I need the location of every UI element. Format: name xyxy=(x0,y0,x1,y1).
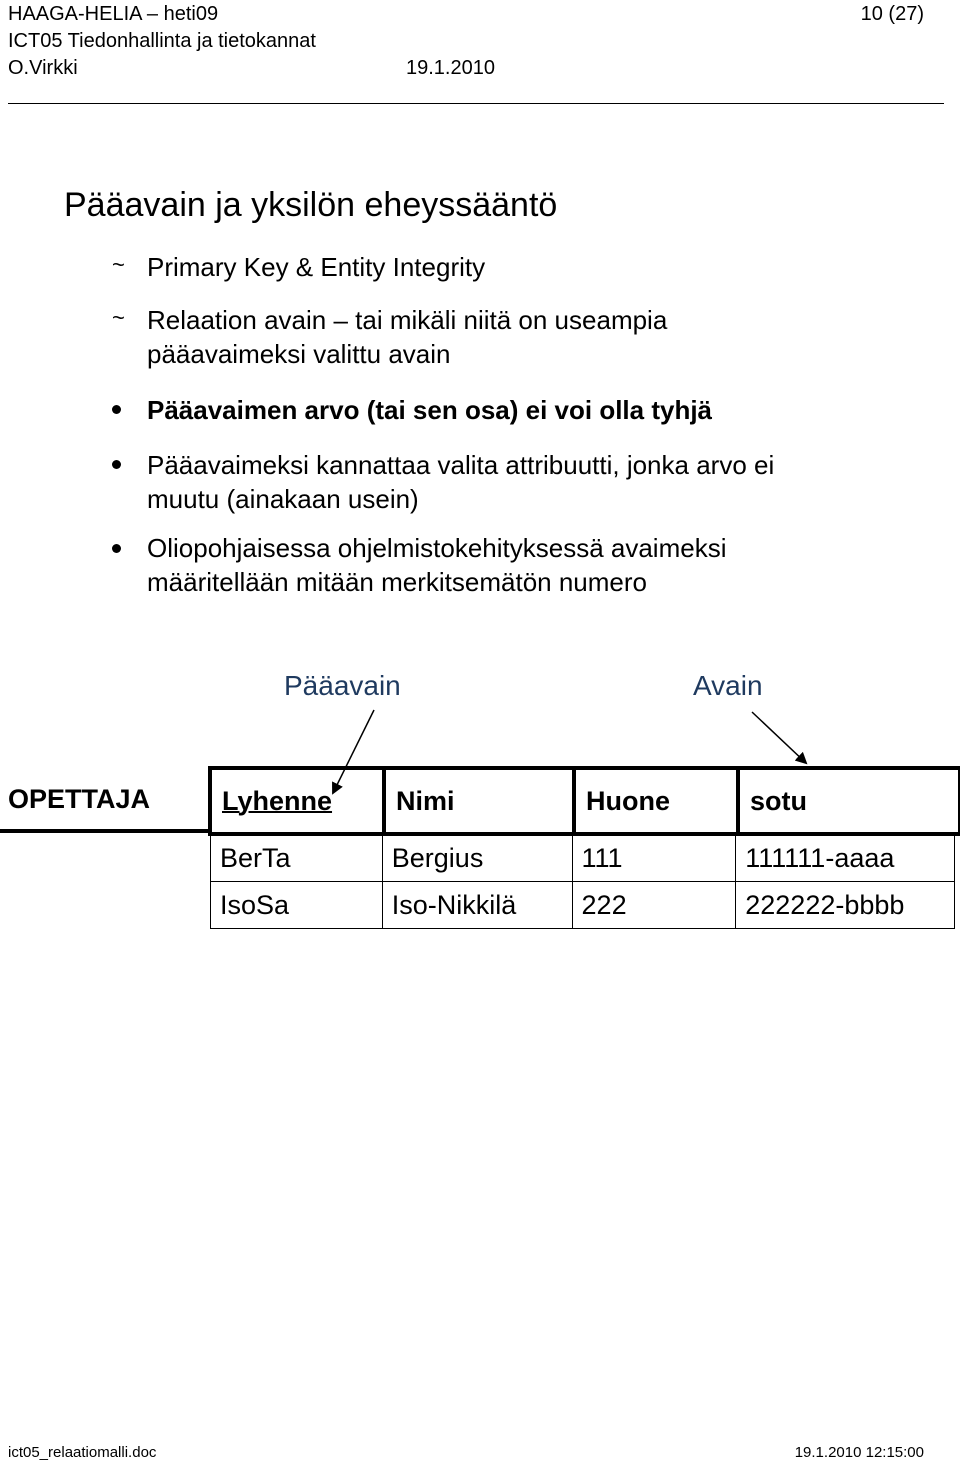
column-header xyxy=(212,770,384,832)
entity-name: OPETTAJA xyxy=(8,784,151,814)
data-table xyxy=(210,834,955,929)
table-row xyxy=(211,835,955,882)
footer-timestamp: 19.1.2010 12:15:00 xyxy=(794,1444,924,1461)
table-cell: 222222-bbbb xyxy=(736,882,955,929)
bullet-text: Primary Key & Entity Integrity xyxy=(147,252,486,282)
bullet-text: Pääavaimeksi kannattaa valita attribuutti, jonka arvo ei xyxy=(147,450,775,480)
table-cell: 111111-aaaa xyxy=(736,835,955,882)
column-header: sotu xyxy=(750,786,807,816)
table-cell: Bergius xyxy=(382,835,572,882)
footer-filename: ict05_relaatiomalli.doc xyxy=(8,1444,157,1461)
key-label: Avain xyxy=(693,670,763,701)
bullet-text: Pääavaimen arvo (tai sen osa) ei voi olla tyhjä xyxy=(147,395,713,425)
bullet-text: muutu (ainakaan usein) xyxy=(147,484,419,514)
bullet-text: Oliopohjaisessa ohjelmistokehityksessä avaimeksi xyxy=(147,533,727,563)
bullet-text: Relaation avain – tai mikäli niitä on useampia xyxy=(147,305,668,335)
bullet-text: määritellään mitään merkitsemätön numero xyxy=(147,567,647,597)
primary-key-label: Pääavain xyxy=(284,670,401,701)
column-header: Nimi xyxy=(396,786,455,816)
header-org: HAAGA-HELIA – heti09 xyxy=(8,3,219,25)
table-cell: BerTa xyxy=(211,835,383,882)
table-cell: IsoSa xyxy=(211,882,383,929)
table-cell: 111 xyxy=(572,835,736,882)
primary-key-column: Lyhenne xyxy=(222,786,333,816)
tilde-marker: ~ xyxy=(112,305,125,330)
header-author: O.Virkki xyxy=(8,57,78,79)
entity-underline xyxy=(0,829,210,833)
header-course: ICT05 Tiedonhallinta ja tietokannat xyxy=(8,30,316,52)
bullet-text: pääavaimeksi valittu avain xyxy=(147,339,451,369)
page-number: 10 (27) xyxy=(860,3,924,25)
key-arrow-icon xyxy=(752,712,806,763)
page-title: Pääavain ja yksilön eheyssääntö xyxy=(64,186,558,224)
header-date: 19.1.2010 xyxy=(406,57,495,79)
table-cell: Iso-Nikkilä xyxy=(382,882,572,929)
table-header-row xyxy=(208,766,960,836)
table-cell: 222 xyxy=(572,882,736,929)
tilde-marker: ~ xyxy=(112,252,125,277)
table-row xyxy=(211,882,955,929)
column-header: Huone xyxy=(586,786,670,816)
